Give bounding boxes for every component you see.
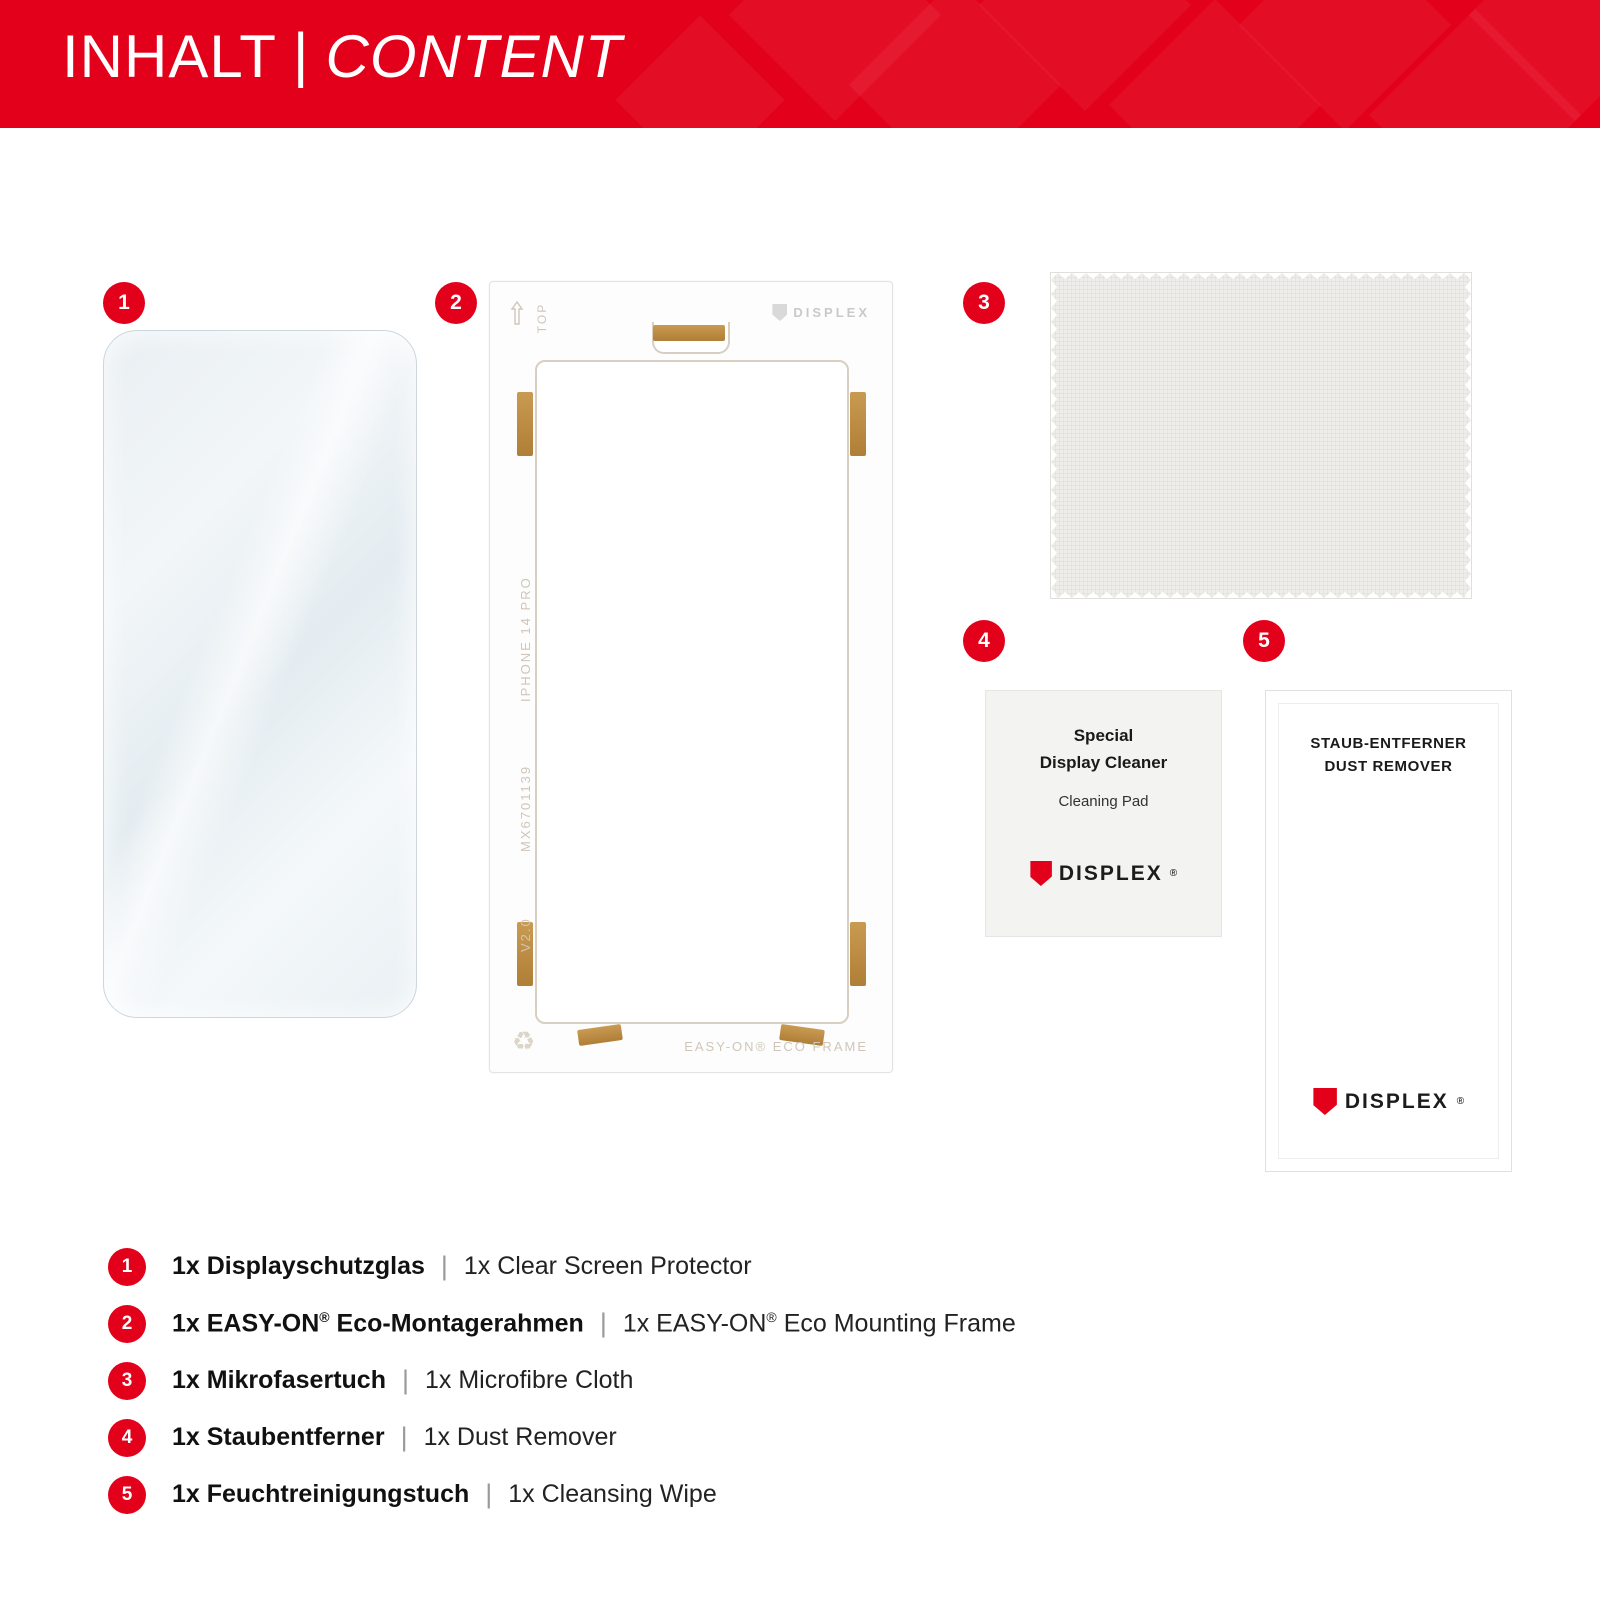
legend-row [108,1238,1208,1295]
sleeve-title-line1: STAUB-ENTFERNER [1310,735,1467,752]
legend-label-de-3: 1x Mikrofasertuch [172,1366,386,1394]
callout-badge-4: 4 [963,620,1005,662]
frame-window [535,360,849,1024]
legend-row [108,1466,1208,1523]
legend-badge-2: 2 [108,1305,146,1343]
legend-separator: | [485,1479,493,1509]
legend-separator: | [400,1422,408,1452]
sachet-title-line1: Special [1073,726,1134,745]
legend-label-de-2-pre: 1x EASY-ON [172,1309,320,1338]
displex-shield-icon [772,304,787,321]
page-header [0,0,1600,128]
page-title-separator: | [292,21,310,88]
frame-top-marker [510,300,560,334]
legend-badge-4: 4 [108,1419,146,1457]
legend-label-de-2-post: Eco-Montagerahmen [329,1309,584,1338]
sleeve-brand-text: DISPLEX [1344,1089,1449,1113]
legend-label-en-3: 1x Microfibre Cloth [424,1366,634,1394]
content-legend [108,1238,1208,1523]
sleeve-title [1266,733,1511,778]
legend-label-en-2 [623,1309,1016,1338]
page-title-en: CONTENT [325,23,623,90]
frame-article-label: MX6701139 [518,764,533,852]
legend-separator: | [599,1308,607,1338]
sachet-brand-logo [1030,861,1177,886]
sleeve-brand-registered: ® [1456,1096,1465,1107]
legend-badge-5: 5 [108,1476,146,1514]
sachet-title-line2: Display Cleaner [1039,752,1168,772]
frame-version-label: V2.0 [518,917,533,952]
eco-mounting-frame [489,281,893,1073]
frame-brand-logo [772,304,870,321]
callout-badge-3: 3 [963,282,1005,324]
tape-strip-top [653,325,725,341]
legend-row [108,1409,1208,1466]
cloth-zigzag-edges [1051,273,1471,598]
legend-label-de-5: 1x Feuchtreinigungstuch [172,1480,470,1508]
frame-bottom-label: EASY-ON® ECO FRAME [684,1039,868,1054]
legend-separator: | [401,1365,409,1395]
sachet-brand-registered: ® [1169,868,1178,879]
tape-strip-left-top [517,392,533,456]
callout-badge-1: 1 [103,282,145,324]
microfibre-cloth [1050,272,1472,599]
recycle-icon: ♻ [512,1026,536,1056]
frame-top-text: TOP [535,302,550,334]
legend-label-de-4: 1x Staubentferner [172,1423,385,1451]
tape-strip-bottom-left [577,1024,623,1046]
screen-protector-glass [103,330,417,1018]
up-arrow-icon [510,300,524,326]
tape-strip-right-bottom [850,922,866,986]
legend-label-en-1: 1x Clear Screen Protector [463,1252,752,1280]
page-title [62,22,623,91]
sleeve-brand-logo [1313,1088,1464,1115]
sachet-subtitle: Cleaning Pad [1058,792,1149,810]
legend-label-en-5: 1x Cleansing Wipe [508,1480,717,1508]
legend-row [108,1352,1208,1409]
legend-row [108,1295,1208,1352]
tape-strip-right-top [850,392,866,456]
legend-label-de-2 [172,1309,584,1338]
dust-remover-sleeve [1265,690,1512,1172]
frame-device-label: IPHONE 14 PRO [518,576,533,702]
legend-label-en-4: 1x Dust Remover [423,1423,617,1451]
displex-shield-icon [1313,1088,1337,1115]
frame-brand-text: DISPLEX [793,305,870,320]
sleeve-title-line2: DUST REMOVER [1324,757,1453,775]
callout-badge-2: 2 [435,282,477,324]
legend-label-de-1: 1x Displayschutzglas [172,1252,425,1280]
legend-separator: | [440,1251,448,1281]
legend-label-en-2-sup: ® [766,1308,777,1325]
legend-label-en-2-post: Eco Mounting Frame [776,1309,1016,1338]
page-title-de: INHALT [62,23,277,90]
cleaning-pad-sachet [985,690,1222,937]
legend-badge-3: 3 [108,1362,146,1400]
legend-label-en-2-pre: 1x EASY-ON [622,1309,767,1338]
displex-shield-icon [1030,861,1052,886]
sachet-brand-text: DISPLEX [1058,861,1163,885]
legend-badge-1: 1 [108,1248,146,1286]
legend-label-de-2-sup: ® [319,1308,330,1325]
callout-badge-5: 5 [1243,620,1285,662]
